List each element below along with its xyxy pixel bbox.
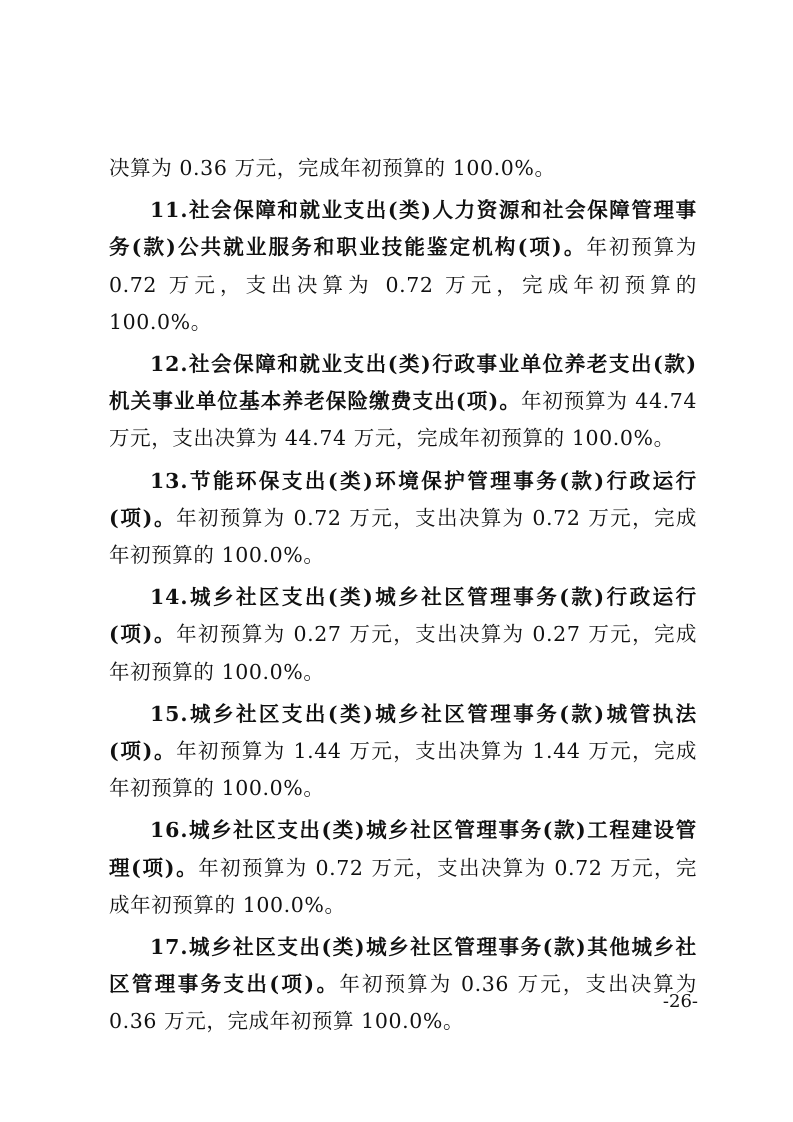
budget-item-15 — [109, 696, 697, 808]
page-number: -26- — [662, 991, 698, 1012]
document-body — [109, 150, 697, 1046]
item-body: 年初预算为 44.74 万元，支出决算为 44.74 万元，完成年初预算的 100.0%。 — [109, 389, 697, 451]
item-heading: 17.城乡社区支出(类)城乡社区管理事务(款)其他城乡社区管理事务支出(项)。 — [109, 935, 697, 997]
item-heading: 15.城乡社区支出(类)城乡社区管理事务(款)城管执法(项)。 — [109, 701, 697, 764]
item-heading: 11.社会保障和就业支出(类)人力资源和社会保障管理事务(款)公共就业服务和职业技能鉴定机构(项)。 — [109, 198, 697, 260]
item-body: 年初预算为 0.72 万元，支出决算为 0.72 万元，完成年初预算的 100.0%。 — [109, 235, 698, 334]
item-body: 年初预算为 0.27 万元，支出决算为 0.27 万元，完成年初预算的 100.0%。 — [109, 622, 698, 684]
budget-item-11 — [109, 192, 697, 341]
budget-item-13 — [109, 463, 697, 575]
item-heading: 16.城乡社区支出(类)城乡社区管理事务(款)工程建设管理(项)。 — [109, 818, 697, 880]
item-body: 年初预算为 0.36 万元，支出决算为 0.36 万元，完成年初预算 100.0%。 — [109, 972, 697, 1034]
budget-item-12 — [109, 346, 697, 458]
budget-item-17 — [109, 929, 697, 1041]
continuation-paragraph — [109, 150, 697, 187]
item-heading: 13.节能环保支出(类)环境保护管理事务(款)行政运行(项)。 — [109, 468, 697, 530]
item-body: 年初预算为 0.72 万元，支出决算为 0.72 万元，完成年初预算的 100.0%。 — [109, 855, 697, 917]
item-body: 年初预算为 0.72 万元，支出决算为 0.72 万元，完成年初预算的 100.0%。 — [109, 505, 698, 568]
budget-item-14 — [109, 579, 697, 691]
budget-item-16 — [109, 812, 697, 924]
item-heading: 12.社会保障和就业支出(类)行政事业单位养老支出(款)机关事业单位基本养老保险缴费支出(项)。 — [109, 352, 697, 414]
item-heading: 14.城乡社区支出(类)城乡社区管理事务(款)行政运行(项)。 — [109, 585, 697, 647]
item-body: 年初预算为 1.44 万元，支出决算为 1.44 万元，完成年初预算的 100.0%。 — [109, 739, 698, 801]
continuation-text: 决算为 0.36 万元，完成年初预算的 100.0%。 — [109, 156, 556, 180]
